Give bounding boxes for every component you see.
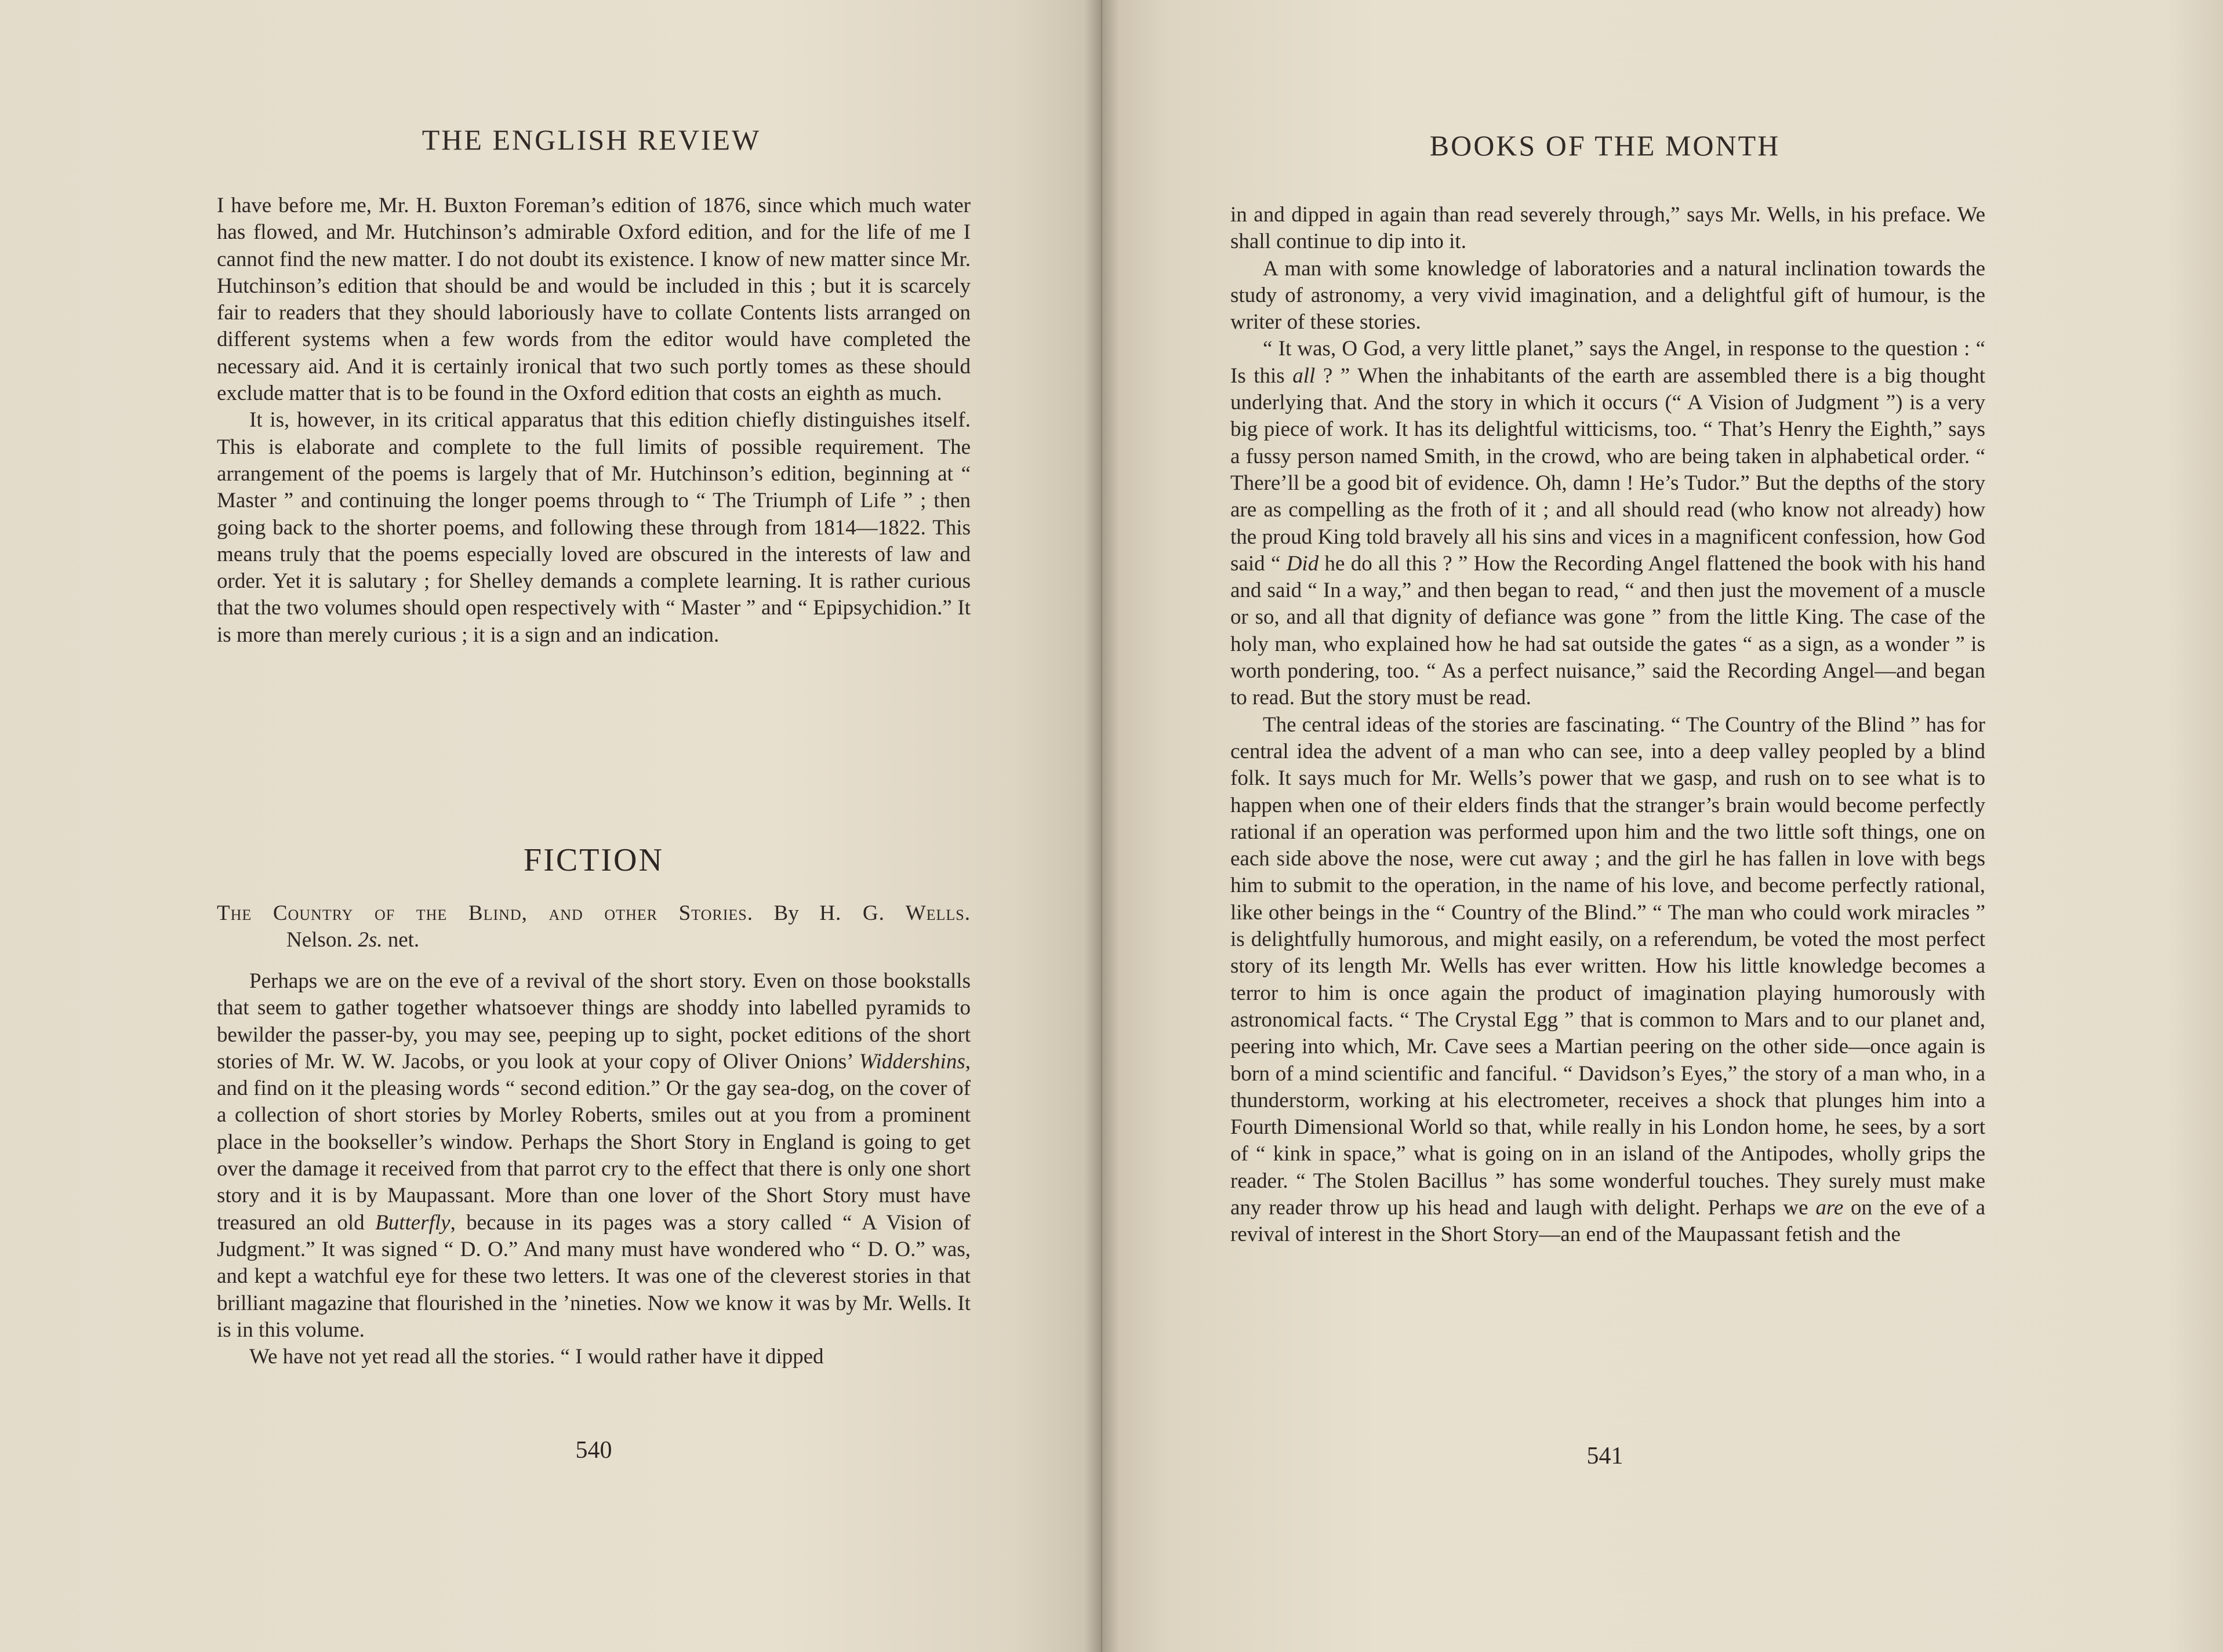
- review-heading: [217, 900, 971, 954]
- running-head-right: BOOKS OF THE MONTH: [1429, 129, 1781, 162]
- book-price-suffix: net.: [387, 928, 420, 952]
- page-number-right: 541: [1586, 1443, 1623, 1469]
- page-number-left: 540: [575, 1437, 612, 1464]
- paragraph: A man with some knowledge of laboratories and a natural inclination towards the study of astronomy, a very vivid imagination, and a delightful gift of humour, is the writer of these stories.: [1230, 256, 1985, 334]
- left-body-text: [217, 192, 971, 649]
- left-page: [0, 0, 1102, 1652]
- right-page: [1102, 0, 2223, 1652]
- paragraph: I have before me, Mr. H. Buxton Foreman’s edition of 1876, since which much water has flowed, and Mr. Hutchinson’s admirable Oxford edition, and for the life of me I cannot find the new matter. I do not doubt its existence. I know of new matter since Mr. Hutchinson’s edition that should be and would be included in this ; but it is scarcely fair to readers that they should laboriously have to collate Contents lists arranged on different systems when a few words from the editor would have completed the necessary aid. And it is certainly ironical that two such portly tomes as these should exclude matter that is to be found in the Oxford edition that costs an eighth as much.: [217, 194, 971, 406]
- paragraph: “ It was, O God, a very little planet,” says the Angel, in response to the question : “ Is this all ? ” When the inhabitants of the earth are assembled there is a big thought underlying that. And the story in which it occurs (“ A Vision of Judgment ”) is a very big piece of work. It has its delightful witticisms, too. “ That’s Henry the Eighth,” says a fussy person named Smith, in the crowd, who are being taken in alphabetical order. “ There’ll be a good bit of evidence. Oh, damn ! He’s Tudor.” But the depths of the story are as compelling as the froth of it ; and all should read (who know not already) how the proud King told bravely all his sins and vices in a magnificent confession, how God said “ Did he do all this ? ” How the Recording Angel flattened the book with his hand and said “ In a way,” and then began to read, “ and then just the movement of a muscle or so, and all that dignity of defiance was gone ” from the little King. The case of the holy man, who explained how he had sat outside the gates “ as a sign, as a wonder ” is worth pondering, too. “ As a perfect nuisance,” said the Recording Angel—and began to read. But the story must be read.: [1230, 337, 1985, 710]
- paragraph: Perhaps we are on the eve of a revival of the short story. Even on those bookstalls that seem to gather together whatsoever things are shoddy into labelled pyramids to bewilder the passer-by, you may see, peeping up to sight, pocket editions of the short stories of Mr. W. W. Jacobs, or you look at your copy of Oliver Onions’ Widdershins, and find on it the pleasing words “ second edition.” Or the gay sea-dog, on the cover of a collection of short stories by Morley Roberts, smiles out at you from a prominent place in the bookseller’s window. Perhaps the Short Story in England is going to get over the damage it received from that parrot cry to the effect that there is only one short story and it is by Maupassant. More than one lover of the Short Story must have treasured an old Butterfly, because in its pages was a story called “ A Vision of Judgment.” It was signed “ D. O.” And many must have wondered who “ D. O.” was, and kept a watchful eye for these two letters. It was one of the cleverest stories in that brilliant magazine that flourished in the ’nineties. Now we know it was by Mr. Wells. It is in this volume.: [217, 969, 971, 1342]
- right-body-text: [1230, 202, 1985, 1249]
- by-label: By: [773, 901, 799, 925]
- left-review-text: [217, 968, 971, 1370]
- book-title: The Country of the Blind, and other Stories.: [217, 901, 753, 925]
- italic-title-butterfly: Butterfly: [375, 1210, 451, 1235]
- section-title-fiction: FICTION: [524, 842, 664, 878]
- paragraph: in and dipped in again than read severely through,” says Mr. Wells, in his preface. We shall continue to dip into it.: [1230, 203, 1985, 254]
- italic-title-widdershins: Widdershins: [859, 1049, 965, 1074]
- book-author: H. G. Wells.: [819, 901, 971, 925]
- running-head-left: THE ENGLISH REVIEW: [422, 123, 761, 156]
- paragraph: It is, however, in its critical apparatus that this edition chiefly distinguishes itself. This is elaborate and complete to the full limits of possible requirement. The arrangement of the poems is largely that of Mr. Hutchinson’s edition, beginning at “ Master ” and continuing the longer poems through to “ The Triumph of Life ” ; then going back to the shorter poems, and following these through from 1814—1822. This means truly that the poems especially loved are obscured in the interests of law and order. Yet it is salutary ; for Shelley demands a complete learning. It is rather curious that the two volumes should open respectively with “ Master ” and “ Epipsychidion.” It is more than merely curious ; it is a sign and an indication.: [217, 408, 971, 647]
- book-gutter: [1084, 0, 1119, 1652]
- paragraph: We have not yet read all the stories. “ I would rather have it dipped: [249, 1345, 824, 1369]
- book-publisher: Nelson.: [286, 928, 353, 952]
- book-price: 2s.: [358, 928, 383, 952]
- paragraph: The central ideas of the stories are fascinating. “ The Country of the Blind ” has for central idea the advent of a man who can see, into a deep valley peopled by a blind folk. It says much for Mr. Wells’s power that we gasp, and rush on to see what is to happen when one of their elders finds that the stranger’s brain would become perfectly rational if an operation was performed upon him and the two little soft things, one on each side above the nose, were cut away ; and the girl he has fallen in love with begs him to submit to the operation, in the name of his love, and become perfectly rational, like other beings in the “ Country of the Blind.” “ The man who could work miracles ” is delightfully humorous, and might easily, on a referendum, be voted the most perfect story of its length Mr. Wells has ever written. How his little knowledge becomes a terror to him is once again the product of imagination playing humorously with astronomical facts. “ The Crystal Egg ” that is common to Mars and to our planet and, peering into which, Mr. Cave sees a Martian peering on the other side—once again is born of a mind scientific and fanciful. “ Davidson’s Eyes,” the story of a man who, in a thunderstorm, working at his electrometer, receives a shock that plunges him into a Fourth Dimensional World so that, while really in his London home, he sees, by a sort of “ kink in space,” what is going on in an island of the Antipodes, wholly grips the reader. “ The Stolen Bacillus ” has some wonderful touches. They surely must make any reader throw up his head and laugh with delight. Perhaps we are on the eve of a revival of interest in the Short Story—an end of the Maupassant fetish and the: [1230, 712, 1985, 1247]
